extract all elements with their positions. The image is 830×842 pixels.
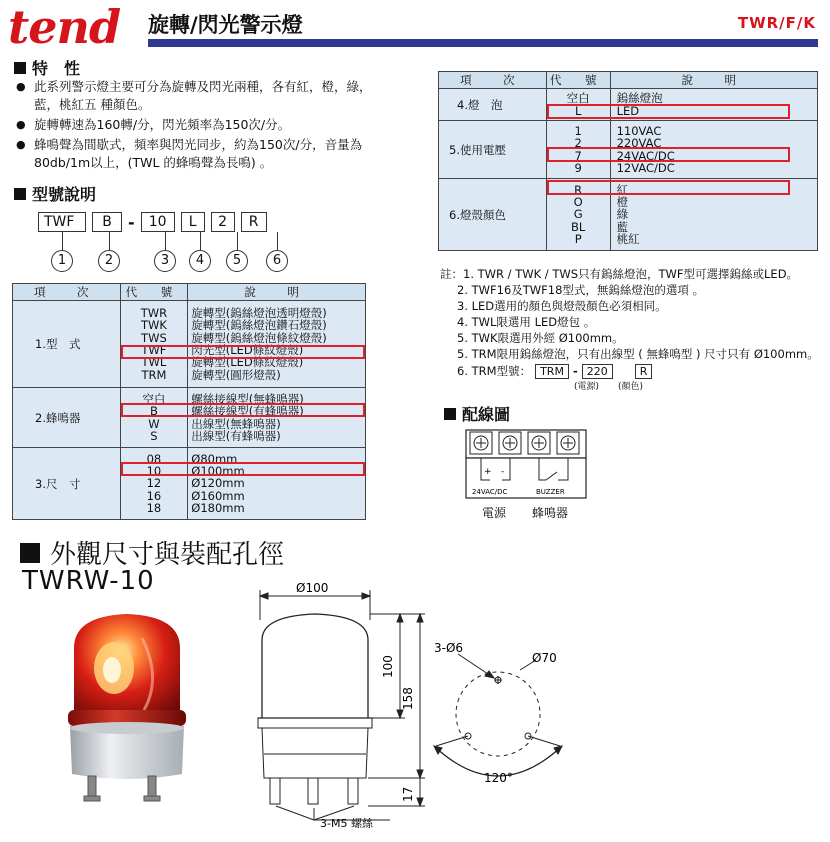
- code-value: 9: [574, 160, 582, 175]
- table-header-row: [13, 284, 366, 301]
- features-list: [14, 78, 374, 174]
- trm-model-row: [440, 363, 819, 379]
- row-descs: [610, 89, 817, 121]
- header-item: 項 次: [13, 284, 121, 301]
- code-value: 空白: [142, 391, 166, 406]
- trm-part-box: R: [635, 364, 653, 379]
- dim-height-17: 17: [401, 786, 415, 802]
- plus-sign: +: [484, 467, 492, 477]
- desc-value: Ø80mm: [191, 451, 238, 466]
- hole-pattern-drawing: [428, 636, 588, 796]
- screw-terminal-icon: [470, 432, 492, 454]
- trm-part-box: 220: [582, 364, 613, 379]
- desc-value: 紅: [616, 182, 629, 197]
- model-name: TWRW-10: [22, 566, 155, 596]
- product-code: TWR/F/K: [737, 14, 816, 32]
- model-heading: [14, 182, 96, 205]
- code-value: TWR: [140, 306, 168, 321]
- code-value: 18: [146, 500, 162, 515]
- wiring-label-power: 24VAC/DC: [472, 488, 508, 496]
- feature-item: ● 旋轉轉速為160轉/分，閃光頻率為150次/分。: [14, 116, 374, 134]
- code-value: TWS: [141, 330, 167, 345]
- feature-item: ● 蜂鳴聲為間歇式，頻率與閃光同步，約為150次/分，音量為80db/1m以上，(TWL 的蜂鳴聲為長鳴) 。: [14, 136, 374, 172]
- header-code: 代 號: [546, 72, 610, 89]
- model-part-box: 10: [141, 212, 175, 232]
- code-value: P: [574, 231, 582, 246]
- dim-height-158: 158: [401, 687, 415, 710]
- model-part-box: B: [92, 212, 122, 232]
- code-value: 10: [146, 464, 162, 479]
- desc-value: Ø180mm: [191, 500, 245, 515]
- features-heading: [14, 56, 80, 79]
- notes-block: [440, 266, 819, 391]
- desc-value: Ø120mm: [191, 476, 245, 491]
- desc-value: 110VAC: [616, 123, 662, 138]
- note-line: 3. LED選用的顏色與燈殼顏色必須相同。: [457, 299, 667, 313]
- row-item: 5.使用電壓: [439, 121, 547, 179]
- desc-value: 閃光型(LED條紋燈殼): [191, 343, 304, 357]
- code-value: G: [573, 207, 583, 222]
- row-descs: [610, 121, 817, 179]
- code-value: S: [150, 428, 158, 443]
- callout-number: 1: [51, 250, 73, 272]
- desc-value: 出線型(無蜂鳴器): [191, 416, 281, 431]
- feature-item: ● 此系列警示燈主要可分為旋轉及閃光兩種，各有紅，橙，綠，藍，桃紅五 種顏色。: [14, 78, 374, 114]
- desc-value: 鎢絲燈泡: [616, 91, 663, 106]
- model-heading-text: 型號說明: [32, 185, 97, 204]
- note-line: 註：1. TWR / TWK / TWS只有鎢絲燈泡，TWF型可選擇鎢絲或LED。: [440, 267, 799, 281]
- row-codes: [120, 301, 188, 388]
- dim-pcd: Ø70: [532, 651, 557, 665]
- dim-diameter: Ø100: [296, 581, 329, 595]
- code-value: TWL: [141, 355, 167, 370]
- desc-value: 220VAC: [616, 136, 662, 151]
- code-value: R: [574, 182, 583, 197]
- desc-value: 旋轉型(鎢絲燈泡條紋燈殼): [191, 330, 327, 345]
- minus-sign: -: [501, 467, 505, 477]
- dim-screw: 3-M5 螺絲: [320, 817, 373, 830]
- desc-value: 綠: [616, 207, 629, 222]
- code-value: TWF: [141, 343, 167, 357]
- row-item: 3.尺 寸: [13, 448, 121, 520]
- trm-sub-label: (顏色): [618, 382, 644, 392]
- desc-value: 桃紅: [616, 231, 640, 246]
- desc-value: 旋轉型(圓形燈殼): [191, 367, 281, 382]
- desc-value: 12VAC/DC: [616, 160, 675, 175]
- note-line: 5. TRM限用鎢絲燈泡，只有出線型 ( 無蜂鳴型 ) 尺寸只有 Ø100mm。: [457, 347, 819, 361]
- appearance-heading-text: 外觀尺寸與裝配孔徑: [50, 540, 285, 570]
- connector-line: [200, 232, 201, 250]
- row-codes: [546, 121, 610, 179]
- note-line: 4. TWL限選用 LED燈包 。: [457, 315, 596, 329]
- trm-dash: -: [572, 364, 578, 378]
- code-value: W: [148, 416, 160, 431]
- page-title: 旋轉/閃光警示燈: [148, 13, 303, 37]
- table-row: [439, 89, 818, 121]
- table-row: [13, 301, 366, 388]
- desc-value: 出線型(有蜂鳴器): [191, 428, 281, 443]
- desc-value: 橙: [616, 195, 629, 210]
- header-rule: [148, 39, 818, 47]
- trm-part-box: TRM: [535, 364, 569, 379]
- code-value: 1: [574, 123, 582, 138]
- row-item: 2.蜂鳴器: [13, 388, 121, 448]
- code-value: BL: [571, 219, 586, 234]
- model-part-box: 2: [211, 212, 235, 232]
- dim-height-100: 100: [381, 655, 395, 678]
- row-item: 6.燈殼顏色: [439, 179, 547, 251]
- screw-terminal-icon: [528, 432, 550, 454]
- code-value: 7: [574, 148, 582, 163]
- product-photo: [52, 598, 202, 816]
- dim-holes: 3-Ø6: [434, 641, 464, 655]
- header-desc: 說 明: [188, 284, 366, 301]
- model-part-box: TWF: [38, 212, 86, 232]
- callout-number: 2: [98, 250, 120, 272]
- spec-table-left: [12, 283, 366, 520]
- row-codes: [120, 388, 188, 448]
- square-bullet-icon: [14, 188, 26, 200]
- model-code-boxes: [38, 212, 267, 232]
- connector-line: [277, 232, 278, 250]
- code-value: B: [149, 404, 158, 419]
- desc-value: 24VAC/DC: [616, 148, 675, 163]
- table-row: [13, 448, 366, 520]
- connector-line: [109, 232, 110, 250]
- note-line: 5. TWK限選用外經 Ø100mm。: [457, 331, 624, 345]
- code-value: 08: [146, 451, 162, 466]
- code-value: 16: [146, 488, 162, 503]
- desc-value: Ø160mm: [191, 488, 245, 503]
- connector-line: [237, 232, 238, 250]
- row-codes: [546, 179, 610, 251]
- row-codes: [120, 448, 188, 520]
- screw-terminal-icon: [557, 432, 579, 454]
- brand-logo: tend: [8, 0, 121, 54]
- callout-number: 6: [266, 250, 288, 272]
- desc-value: 旋轉型(LED條紋燈殼): [191, 355, 304, 370]
- desc-value: 螺絲接線型(有蜂鳴器): [191, 404, 304, 419]
- desc-value: 旋轉型(鎢絲燈泡鑽石燈殼): [191, 318, 327, 333]
- wiring-diagram: [462, 428, 592, 522]
- code-value: TWK: [140, 318, 167, 333]
- row-descs: [188, 388, 366, 448]
- desc-value: LED: [616, 103, 640, 118]
- square-bullet-icon: [14, 62, 26, 74]
- callout-number: 3: [154, 250, 176, 272]
- pcd-circle: [456, 672, 540, 756]
- code-value: L: [574, 103, 582, 118]
- trm-sub-labels: [440, 379, 819, 391]
- header-desc: 說 明: [610, 72, 817, 89]
- code-value: 12: [146, 476, 162, 491]
- callout-number: 4: [189, 250, 211, 272]
- code-value: TRM: [141, 367, 167, 382]
- desc-value: 螺絲接線型(無蜂鳴器): [191, 391, 304, 406]
- caption-buzzer: 蜂鳴器: [532, 506, 569, 520]
- row-descs: [188, 448, 366, 520]
- dimension-drawing: [250, 580, 430, 830]
- table-header-row: [439, 72, 818, 89]
- wiring-label-buzzer: BUZZER: [536, 488, 565, 496]
- dim-angle: 120°: [484, 771, 513, 785]
- screw-terminal-icon: [499, 432, 521, 454]
- wiring-heading: [444, 402, 510, 425]
- model-dash: -: [128, 212, 135, 232]
- row-descs: [610, 179, 817, 251]
- wiring-heading-text: 配線圖: [462, 405, 511, 424]
- desc-value: 藍: [616, 219, 629, 234]
- mounting-bolts: [84, 776, 160, 801]
- bulb-core: [103, 657, 121, 683]
- table-row: [439, 121, 818, 179]
- row-codes: [546, 89, 610, 121]
- caption-power: 電源: [482, 506, 507, 520]
- callout-number: 5: [226, 250, 248, 272]
- table-row: [13, 388, 366, 448]
- desc-value: 旋轉型(鎢絲燈泡透明燈殼): [191, 306, 327, 321]
- desc-value: Ø100mm: [191, 464, 245, 479]
- row-item: 1.型 式: [13, 301, 121, 388]
- square-bullet-icon: [20, 543, 40, 563]
- code-value: O: [573, 195, 583, 210]
- connector-line: [62, 232, 63, 250]
- trm-sub-label: (電源): [574, 382, 600, 392]
- note-line: 2. TWF16及TWF18型式，無鎢絲燈泡的選項 。: [457, 283, 705, 297]
- model-part-box: R: [241, 212, 267, 232]
- header-code: 代 號: [120, 284, 188, 301]
- model-part-box: L: [181, 212, 205, 232]
- code-value: 2: [574, 136, 582, 151]
- header-item: 項 次: [439, 72, 547, 89]
- row-item: 4.燈 泡: [439, 89, 547, 121]
- features-heading-text: 特 性: [32, 59, 81, 78]
- connector-line: [165, 232, 166, 250]
- table-row: [439, 179, 818, 251]
- spec-table-right: [438, 71, 818, 251]
- square-bullet-icon: [444, 408, 456, 420]
- row-descs: [188, 301, 366, 388]
- trm-label: 6. TRM型號：: [457, 364, 532, 378]
- code-value: 空白: [566, 91, 590, 106]
